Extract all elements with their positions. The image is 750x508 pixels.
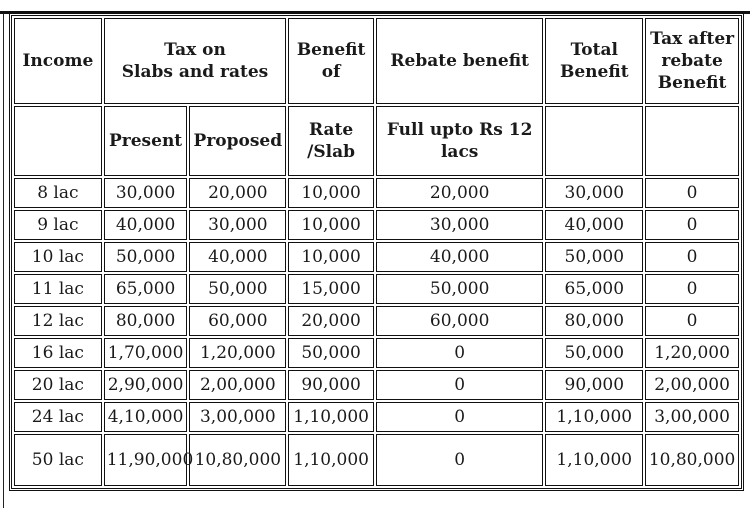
cell-rate-slab: 15,000 <box>288 274 374 304</box>
left-rule <box>3 13 4 508</box>
cell-present: 80,000 <box>104 306 188 336</box>
cell-total: 80,000 <box>545 306 643 336</box>
cell-proposed: 3,00,000 <box>189 402 286 432</box>
subheader-total-empty <box>545 106 643 176</box>
cell-tax-after: 0 <box>645 210 739 240</box>
subheader-tax-after-empty <box>645 106 739 176</box>
subheader-row <box>14 106 739 176</box>
table-row <box>14 434 739 486</box>
cell-rate-slab: 10,000 <box>288 178 374 208</box>
cell-rebate: 0 <box>376 402 543 432</box>
cell-rebate: 20,000 <box>376 178 543 208</box>
cell-total: 50,000 <box>545 338 643 368</box>
cell-proposed: 2,00,000 <box>189 370 286 400</box>
cell-present: 4,10,000 <box>104 402 188 432</box>
cell-rate-slab: 50,000 <box>288 338 374 368</box>
table-row <box>14 338 739 368</box>
subheader-rebate-full-upto: Full upto Rs 12 lacs <box>376 106 543 176</box>
cell-proposed: 20,000 <box>189 178 286 208</box>
cell-total: 40,000 <box>545 210 643 240</box>
header-benefit-of: Benefit of <box>288 18 374 104</box>
cell-present: 11,90,000 <box>104 434 188 486</box>
cell-income: 12 lac <box>14 306 102 336</box>
header-tax-after-rebate: Tax after rebate Benefit <box>645 18 739 104</box>
cell-income: 20 lac <box>14 370 102 400</box>
cell-rebate: 50,000 <box>376 274 543 304</box>
cell-rate-slab: 10,000 <box>288 242 374 272</box>
cell-rate-slab: 10,000 <box>288 210 374 240</box>
cell-tax-after: 0 <box>645 306 739 336</box>
table-row <box>14 242 739 272</box>
cell-rate-slab: 90,000 <box>288 370 374 400</box>
cell-rebate: 60,000 <box>376 306 543 336</box>
cell-tax-after: 2,00,000 <box>645 370 739 400</box>
cell-present: 30,000 <box>104 178 188 208</box>
cell-proposed: 60,000 <box>189 306 286 336</box>
cell-income: 9 lac <box>14 210 102 240</box>
cell-income: 11 lac <box>14 274 102 304</box>
cell-present: 65,000 <box>104 274 188 304</box>
cell-total: 1,10,000 <box>545 434 643 486</box>
cell-rebate: 0 <box>376 338 543 368</box>
cell-proposed: 30,000 <box>189 210 286 240</box>
header-rebate-benefit: Rebate benefit <box>376 18 543 104</box>
cell-proposed: 50,000 <box>189 274 286 304</box>
subheader-present: Present <box>104 106 188 176</box>
cell-total: 90,000 <box>545 370 643 400</box>
cell-present: 2,90,000 <box>104 370 188 400</box>
cell-tax-after: 10,80,000 <box>645 434 739 486</box>
cell-rate-slab: 1,10,000 <box>288 402 374 432</box>
header-row <box>14 18 739 104</box>
cell-rate-slab: 1,10,000 <box>288 434 374 486</box>
tax-comparison-table <box>9 13 744 491</box>
cell-tax-after: 0 <box>645 242 739 272</box>
cell-tax-after: 3,00,000 <box>645 402 739 432</box>
cell-income: 16 lac <box>14 338 102 368</box>
table-row <box>14 178 739 208</box>
table-row <box>14 370 739 400</box>
cell-income: 24 lac <box>14 402 102 432</box>
cell-present: 40,000 <box>104 210 188 240</box>
cell-proposed: 1,20,000 <box>189 338 286 368</box>
cell-tax-after: 1,20,000 <box>645 338 739 368</box>
cell-total: 30,000 <box>545 178 643 208</box>
header-income: Income <box>14 18 102 104</box>
cell-income: 8 lac <box>14 178 102 208</box>
cell-total: 1,10,000 <box>545 402 643 432</box>
cell-rebate: 30,000 <box>376 210 543 240</box>
header-tax-on-slabs: Tax on Slabs and rates <box>104 18 287 104</box>
table-row <box>14 274 739 304</box>
cell-proposed: 10,80,000 <box>189 434 286 486</box>
cell-total: 65,000 <box>545 274 643 304</box>
header-total-benefit: Total Benefit <box>545 18 643 104</box>
cell-income: 50 lac <box>14 434 102 486</box>
cell-rebate: 40,000 <box>376 242 543 272</box>
subheader-proposed: Proposed <box>189 106 286 176</box>
subheader-rate-slab: Rate /Slab <box>288 106 374 176</box>
cell-tax-after: 0 <box>645 178 739 208</box>
table-row <box>14 402 739 432</box>
table-row <box>14 306 739 336</box>
cell-income: 10 lac <box>14 242 102 272</box>
cell-rebate: 0 <box>376 434 543 486</box>
cell-tax-after: 0 <box>645 274 739 304</box>
cell-rebate: 0 <box>376 370 543 400</box>
cell-rate-slab: 20,000 <box>288 306 374 336</box>
cell-proposed: 40,000 <box>189 242 286 272</box>
cell-present: 50,000 <box>104 242 188 272</box>
cell-present: 1,70,000 <box>104 338 188 368</box>
cell-total: 50,000 <box>545 242 643 272</box>
subheader-income-empty <box>14 106 102 176</box>
table-row <box>14 210 739 240</box>
